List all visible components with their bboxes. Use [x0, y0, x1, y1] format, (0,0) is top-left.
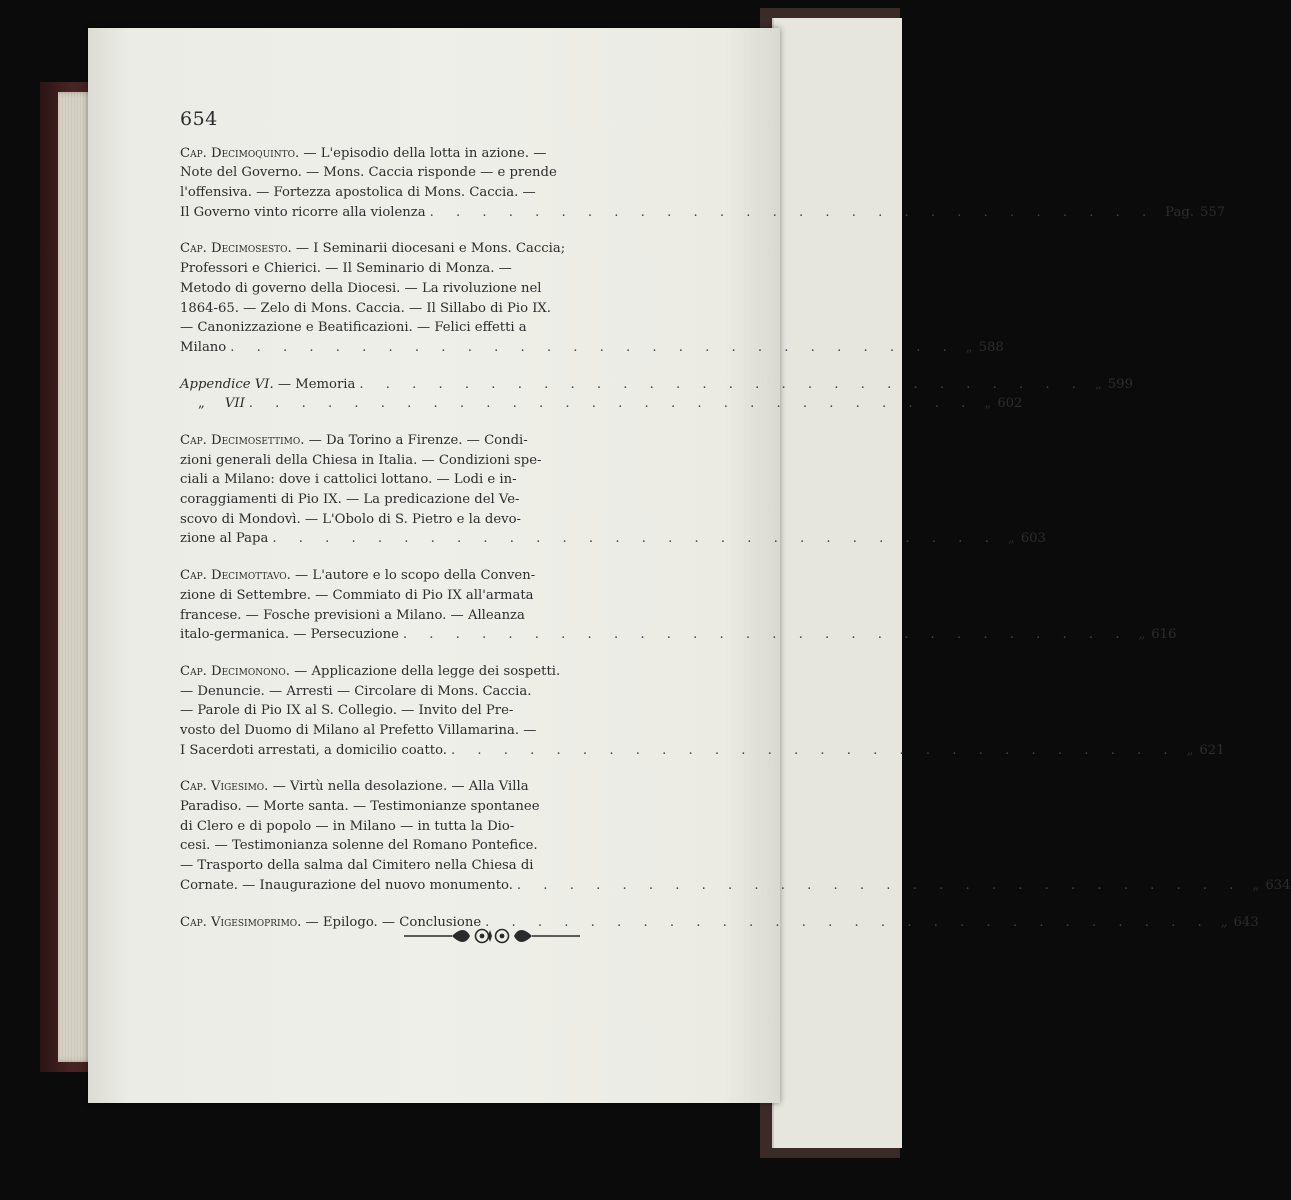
page-value: 634 — [1265, 877, 1291, 893]
entry-text: — Trasporto della salma dal Cimitero nella Chiesa di — [180, 858, 534, 874]
leader-dots: . . . . . . . . . . . . . . . . . . . . . . . . . . . . — [485, 914, 1211, 930]
entry-text: — Da Torino a Firenze. — Condi- — [304, 433, 528, 449]
entry-text: zione al Papa — [180, 531, 269, 547]
entry-text: zione di Settembre. — Commiato di Pio IX all'armata — [180, 587, 534, 603]
entry-line — [180, 144, 720, 164]
entry-last-line — [180, 394, 1023, 414]
entry-last-line — [180, 203, 1226, 223]
entry-last-line — [180, 625, 1177, 645]
leader-dots: . . . . . . . . . . . . . . . . . . . . . . . . . . . . — [230, 339, 956, 355]
entry-heading: Cap. Decimosettimo. — [180, 433, 305, 449]
toc-entry — [180, 431, 1046, 549]
entry-line — [180, 490, 720, 510]
entry-text: Metodo di governo della Diocesi. — La rivoluzione nel — [180, 280, 542, 296]
entry-last-line — [180, 375, 1133, 395]
entry-line — [180, 183, 720, 203]
entry-line — [180, 856, 720, 876]
toc-entry — [180, 662, 1225, 760]
entry-text: — Denuncie. — Arresti — Circolare di Mons. Caccia. — [180, 683, 532, 699]
page-prefix: „ — [1220, 914, 1228, 930]
page-reference — [1242, 876, 1290, 896]
toc-entries — [180, 144, 1291, 933]
table-of-contents — [180, 108, 1291, 949]
entry-heading: Cap. Decimottavo. — [180, 568, 291, 584]
page-reference — [998, 529, 1046, 549]
entry-last-line — [180, 529, 1046, 549]
toc-entry — [180, 375, 1133, 395]
leader-dots: . . . . . . . . . . . . . . . . . . . . . . . . . . . . — [359, 376, 1085, 392]
entry-text: scovo di Mondovì. — L'Obolo di S. Pietro e la devo- — [180, 511, 521, 527]
page-prefix: „ — [1007, 531, 1015, 547]
entry-last-line — [180, 338, 1004, 358]
page-prefix: „ — [984, 396, 992, 412]
entry-line — [180, 777, 720, 797]
entry-line — [180, 299, 720, 319]
entry-line — [180, 606, 720, 626]
toc-entry — [180, 239, 1004, 357]
toc-entry — [180, 777, 1291, 895]
toc-entry — [180, 144, 1226, 223]
entry-heading: Cap. Vigesimoprimo. — [180, 914, 302, 930]
entry-line — [180, 566, 720, 586]
page-value: 588 — [978, 339, 1004, 355]
entry-lead — [180, 375, 355, 395]
entry-line — [180, 163, 720, 183]
entry-text: Milano — [180, 339, 227, 355]
entry-text: — Memoria — [273, 376, 356, 392]
entry-text: italo-germanica. — Persecuzione — [180, 627, 399, 643]
entry-line — [180, 259, 720, 279]
entry-text: ciali a Milano: dove i cattolici lottano. — Lodi e in- — [180, 472, 517, 488]
entry-line — [180, 797, 720, 817]
entry-line — [180, 682, 720, 702]
page-reference — [1085, 375, 1133, 395]
page-reference — [1128, 625, 1176, 645]
page-prefix: Pag. — [1165, 204, 1194, 220]
entry-text: 1864-65. — Zelo di Mons. Caccia. — Il Sillabo di Pio IX. — [180, 300, 551, 316]
page-value: 616 — [1151, 627, 1177, 643]
entry-heading: Cap. Decimoquinto. — [180, 145, 300, 161]
entry-line — [180, 662, 720, 682]
entry-line — [180, 279, 720, 299]
entry-line — [180, 470, 720, 490]
entry-lead — [180, 394, 245, 414]
entry-line — [180, 451, 720, 471]
page-reference — [956, 338, 1004, 358]
entry-heading: Cap. Decimonono. — [180, 663, 290, 679]
page-reference — [974, 394, 1022, 414]
entry-last-line — [180, 876, 1291, 896]
entry-text: vosto del Duomo di Milano al Prefetto Villamarina. — — [180, 722, 537, 738]
entry-text: zioni generali della Chiesa in Italia. — Condizioni spe- — [180, 452, 542, 468]
entry-text: di Clero e di popolo — in Milano — in tutta la Dio- — [180, 818, 515, 834]
page-prefix: „ — [1094, 376, 1102, 392]
entry-line — [180, 510, 720, 530]
page-value: 621 — [1199, 742, 1225, 758]
leader-dots: . . . . . . . . . . . . . . . . . . . . . . . . . . . . — [402, 627, 1129, 643]
entry-last-line — [180, 741, 1225, 761]
entry-text: Cornate. — Inaugurazione del nuovo monumento. — [180, 877, 513, 893]
page-value: 603 — [1020, 531, 1046, 547]
entry-text: Professori e Chierici. — Il Seminario di Monza. — — [180, 261, 512, 277]
ornament-divider — [404, 924, 580, 948]
entry-line — [180, 836, 720, 856]
leader-dots: . . . . . . . . . . . . . . . . . . . . . . . . . . . . — [451, 742, 1177, 758]
entry-heading: „ — [198, 396, 205, 412]
entry-text: — L'episodio della lotta in azione. — — [299, 145, 547, 161]
entry-heading: Appendice VI. — [180, 376, 274, 392]
toc-entry — [180, 566, 1177, 645]
entry-line — [180, 701, 720, 721]
leader-dots: . . . . . . . . . . . . . . . . . . . . . . . . . . . . — [248, 396, 975, 412]
entry-heading: Cap. Decimosesto. — [180, 241, 292, 257]
page-value: 599 — [1107, 376, 1133, 392]
facing-page — [772, 18, 902, 1148]
page-number: 654 — [180, 108, 218, 130]
entry-text: l'offensiva. — Fortezza apostolica di Mons. Caccia. — — [180, 185, 536, 201]
entry-text: Note del Governo. — Mons. Caccia risponde — e prende — [180, 165, 557, 181]
page-reference — [1211, 913, 1259, 933]
entry-line — [180, 586, 720, 606]
page-reference — [1177, 741, 1225, 761]
page-prefix: „ — [1252, 877, 1260, 893]
page-prefix: „ — [1186, 742, 1194, 758]
entry-text: I Sacerdoti arrestati, a domicilio coatto. — [180, 742, 448, 758]
leader-dots: . . . . . . . . . . . . . . . . . . . . . . . . . . . . — [516, 877, 1243, 893]
entry-text: — Virtù nella desolazione. — Alla Villa — [268, 779, 529, 795]
page-value: 602 — [997, 396, 1023, 412]
entry-text: Il Governo vinto ricorre alla violenza — [180, 204, 426, 220]
page-reference — [1155, 203, 1225, 223]
entry-line — [180, 318, 720, 338]
leader-dots: . . . . . . . . . . . . . . . . . . . . . . . . . . . . — [429, 204, 1156, 220]
entry-text: coraggiamenti di Pio IX. — La predicazione del Ve- — [180, 492, 520, 508]
leader-dots: . . . . . . . . . . . . . . . . . . . . . . . . . . . . — [272, 531, 998, 547]
entry-text: — Applicazione della legge dei sospetti. — [289, 663, 561, 679]
entry-heading: Cap. Vigesimo. — [180, 779, 269, 795]
entry-text: VII — [224, 396, 245, 412]
entry-text: — I Seminarii diocesani e Mons. Caccia; — [291, 241, 566, 257]
entry-line — [180, 817, 720, 837]
entry-text: cesi. — Testimonianza solenne del Romano Pontefice. — [180, 838, 538, 854]
page-prefix: „ — [965, 339, 973, 355]
entry-text: — Parole di Pio IX al S. Collegio. — Invito del Pre- — [180, 703, 514, 719]
entry-text: — L'autore e lo scopo della Conven- — [290, 568, 536, 584]
entry-text: — Epilogo. — Conclusione — [301, 914, 482, 930]
entry-text: Paradiso. — Morte santa. — Testimonianze spontanee — [180, 799, 540, 815]
page-prefix: „ — [1138, 627, 1146, 643]
entry-line — [180, 239, 720, 259]
entry-text: francese. — Fosche previsioni a Milano. — Alleanza — [180, 607, 525, 623]
entry-text: — Canonizzazione e Beatificazioni. — Felici effetti a — [180, 320, 527, 336]
entry-line — [180, 721, 720, 741]
toc-entry — [180, 394, 1023, 414]
entry-line — [180, 431, 720, 451]
page-value: 643 — [1233, 914, 1259, 930]
page-value: 557 — [1199, 204, 1226, 220]
